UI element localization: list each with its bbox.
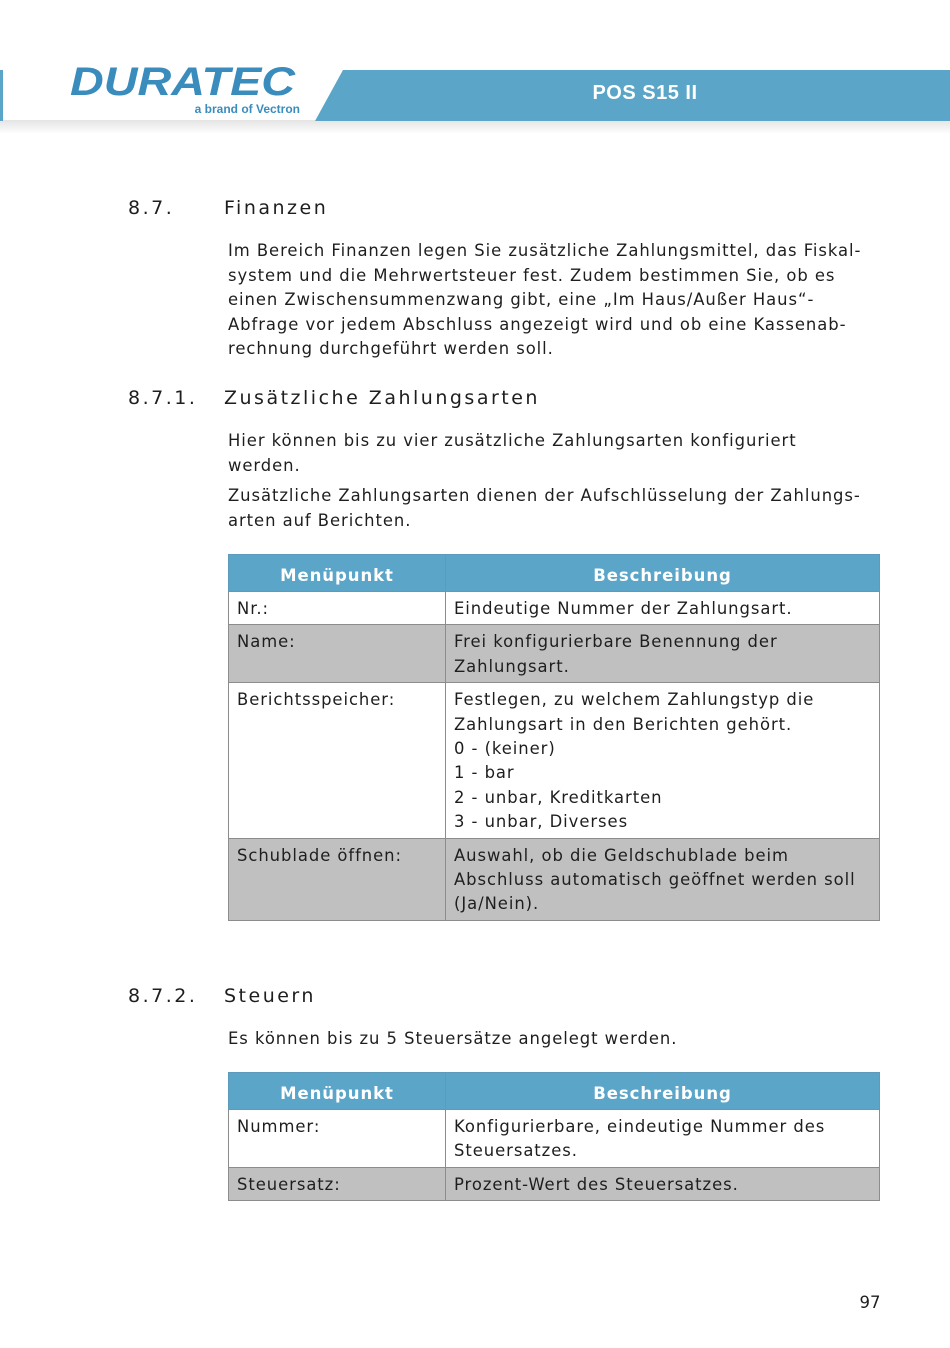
section-title: Finanzen <box>224 197 329 219</box>
text-line: Im Bereich Finanzen legen Sie zusätzliche Zahlungsmittel, das Fiskal- <box>228 241 862 260</box>
text-line: werden. <box>228 455 301 475</box>
menu-item-cell: Nr.: <box>229 592 446 625</box>
text-line: arten auf Berichten. <box>228 510 412 530</box>
table-row <box>229 683 880 838</box>
text-line: rechnung durchgeführt werden soll. <box>228 339 554 358</box>
section-number: 8.7.1. <box>128 387 198 409</box>
header-shadow <box>0 120 950 134</box>
description-cell <box>446 1110 880 1168</box>
column-header-description: Beschreibung <box>446 1073 880 1110</box>
description-line: Festlegen, zu welchem Zahlungstyp die <box>454 690 815 710</box>
description-cell <box>446 838 880 920</box>
description-line: Prozent-Wert des Steuersatzes. <box>454 1174 739 1194</box>
section-heading-8-7-1 <box>128 387 540 409</box>
text-line: Zusätzliche Zahlungsarten dienen der Aufschlüsselung der Zahlungs- <box>228 486 861 505</box>
description-line: (Ja/Nein). <box>454 894 540 914</box>
description-line: Konfigurierbare, eindeutige Nummer des <box>454 1117 826 1136</box>
text-line: Hier können bis zu vier zusätzliche Zahlungsarten konfiguriert <box>228 431 797 450</box>
table-row <box>229 1110 880 1168</box>
section-number: 8.7.2. <box>128 985 198 1007</box>
menu-item-cell: Schublade öffnen: <box>229 838 446 920</box>
description-cell <box>446 1167 880 1200</box>
table-row <box>229 838 880 920</box>
table-row <box>229 592 880 625</box>
product-title: POS S15 II <box>592 82 698 104</box>
column-header-description: Beschreibung <box>446 555 880 592</box>
table-header-row <box>229 1073 880 1110</box>
menu-item-cell: Name: <box>229 625 446 683</box>
menu-item-cell: Nummer: <box>229 1110 446 1168</box>
description-line: Frei konfigurierbare Benennung der <box>454 632 778 652</box>
payment-types-table <box>228 554 880 921</box>
description-cell <box>446 592 880 625</box>
section-8-7-paragraph <box>228 239 878 362</box>
description-line: 1 - bar <box>454 763 515 783</box>
section-8-7-1-paragraph-1 <box>228 429 878 478</box>
section-8-7-1-paragraph-2 <box>228 484 878 533</box>
header-accent-line <box>0 70 3 121</box>
column-header-menu-item: Menüpunkt <box>229 1073 446 1110</box>
description-line: 0 - (keiner) <box>454 739 556 759</box>
table-row <box>229 1167 880 1200</box>
description-line: Auswahl, ob die Geldschublade beim <box>454 845 789 865</box>
tax-table <box>228 1072 880 1201</box>
logo-tagline: a brand of Vectron <box>194 102 300 116</box>
page-number: 97 <box>859 1293 881 1312</box>
text-line: Es können bis zu 5 Steuersätze angelegt werden. <box>228 1029 678 1048</box>
description-cell <box>446 625 880 683</box>
table-row <box>229 625 880 683</box>
text-line: system und die Mehrwertsteuer fest. Zudem bestimmen Sie, ob es <box>228 265 836 285</box>
description-line: Eindeutige Nummer der Zahlungsart. <box>454 599 793 618</box>
description-line: Steuersatzes. <box>454 1141 578 1161</box>
logo-wordmark-text: DURATEC <box>70 60 297 100</box>
description-line: Zahlungsart in den Berichten gehört. <box>454 714 793 734</box>
text-line: einen Zwischensummenzwang gibt, eine „Im Haus/Außer Haus“- <box>228 290 815 309</box>
page-header <box>0 0 950 140</box>
section-title: Steuern <box>224 985 316 1007</box>
section-8-7-2-paragraph <box>228 1027 878 1052</box>
menu-item-cell: Berichtsspeicher: <box>229 683 446 838</box>
description-line: Zahlungsart. <box>454 656 570 676</box>
description-line: Abschluss automatisch geöffnet werden soll <box>454 870 856 890</box>
section-heading-8-7-2 <box>128 985 316 1007</box>
description-line: 3 - unbar, Diverses <box>454 812 629 832</box>
description-line: 2 - unbar, Kreditkarten <box>454 787 663 807</box>
duratec-logo-wordmark <box>70 60 300 100</box>
section-title: Zusätzliche Zahlungsarten <box>224 387 540 409</box>
section-heading-8-7 <box>128 197 328 219</box>
menu-item-cell: Steuersatz: <box>229 1167 446 1200</box>
text-line: Abfrage vor jedem Abschluss angezeigt wird und ob eine Kassenab- <box>228 314 847 334</box>
description-cell <box>446 683 880 838</box>
table-header-row <box>229 555 880 592</box>
section-number: 8.7. <box>128 197 175 219</box>
column-header-menu-item: Menüpunkt <box>229 555 446 592</box>
duratec-logo <box>70 60 300 120</box>
